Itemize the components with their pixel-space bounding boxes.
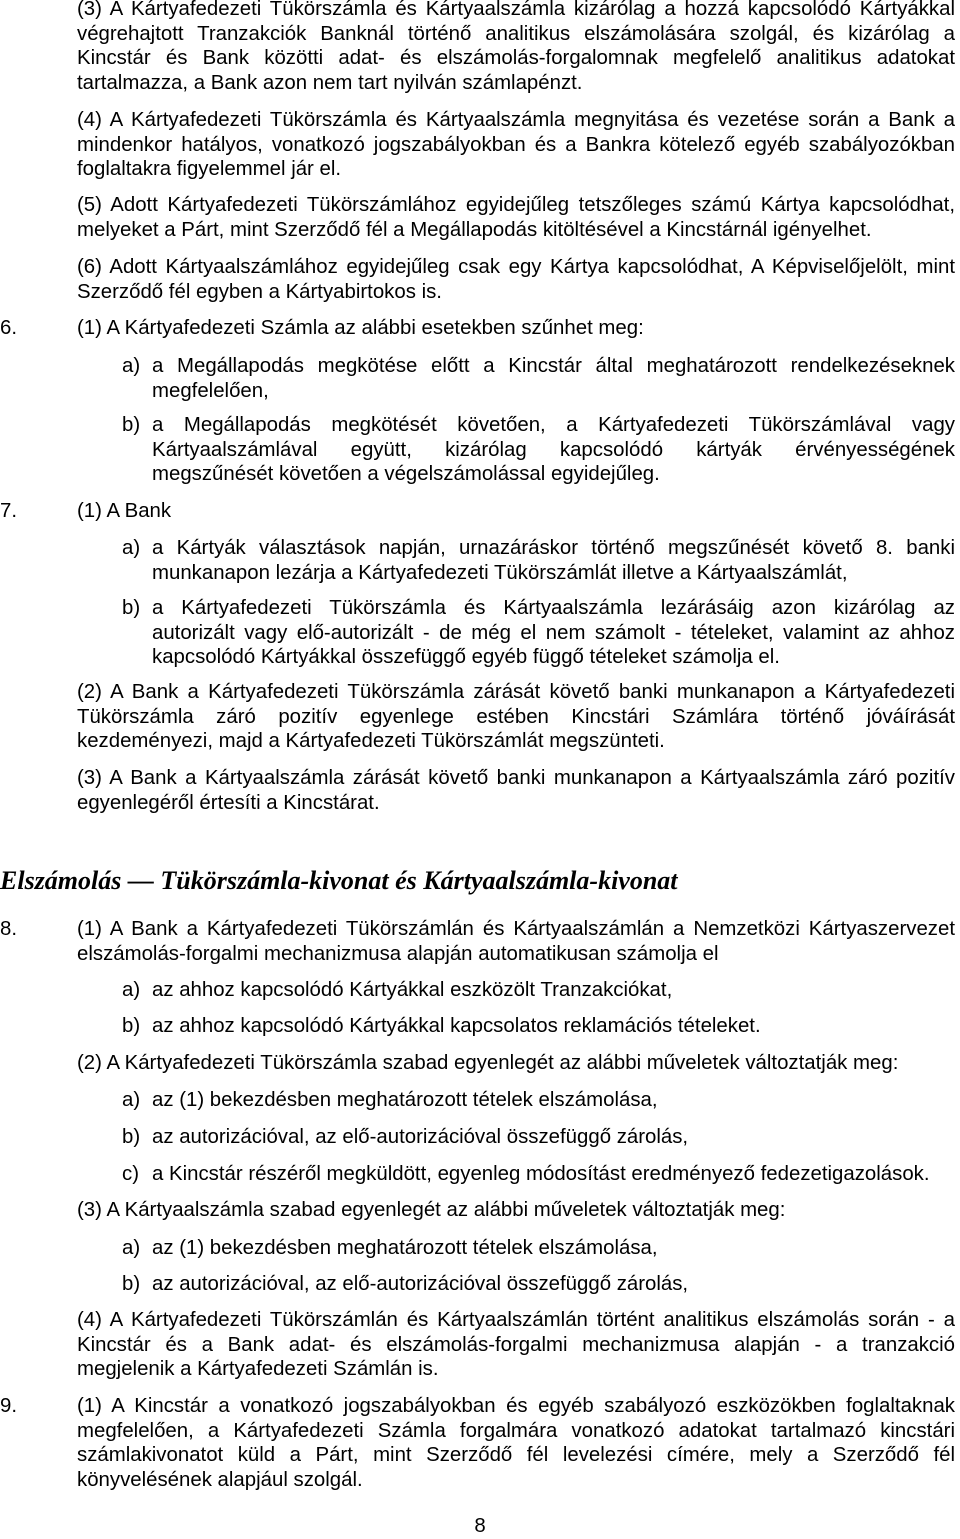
paragraph-6 xyxy=(77,255,955,304)
text-line: kezdeményezi, majd a Kártyafedezeti Tükörszámlát megszünteti. xyxy=(77,730,665,752)
text-line: az ahhoz kapcsolódó Kártyákkal eszközölt Tranzakciókat, xyxy=(152,979,673,1001)
text-line: Szerződő fél egyben a Kártyabirtokos is. xyxy=(77,280,442,303)
list-item-label: b) xyxy=(122,1273,141,1295)
section-heading: Elszámolás — Tükörszámla-kivonat és Kártyaalszámla-kivonat xyxy=(0,866,678,895)
list-item xyxy=(152,978,955,1003)
text-line: könyvelésének alapjául szolgál. xyxy=(77,1468,363,1491)
section-number: 7. xyxy=(0,500,18,522)
text-line: (3) A Kártyafedezeti Tükörszámla és Kártyaalszámla kizárólag a hozzá kapcsolódó Kártyákkal xyxy=(77,0,955,20)
text-line: (3) A Kártyaalszámla szabad egyenlegét az alábbi műveletek változtatják meg: xyxy=(77,1199,786,1221)
text-line: (1) A Kártyafedezeti Számla az alábbi esetekben szűnhet meg: xyxy=(77,317,644,339)
section-7-paragraph-2 xyxy=(77,680,955,754)
text-line: megfelelően, a Kártyafedezeti Számla forgalmára vonatkozó adatokat tartalmazó kincstári xyxy=(77,1419,955,1442)
section-number: 8. xyxy=(0,918,18,940)
text-line: (1) A Kincstár a vonatkozó jogszabályokban és egyéb szabályozó eszközökben foglaltaknak xyxy=(77,1395,955,1417)
text-line: autorizált vagy elő-autorizált - de még el nem számolt - tételeket, valamint az ahhoz xyxy=(152,621,955,644)
list-item-label: a) xyxy=(122,1237,141,1259)
text-line: munkanapon lezárja a Kártyafedezeti Tükörszámlát illetve a Kártyaalszámlát, xyxy=(152,561,848,584)
section-7-paragraph-1 xyxy=(77,499,955,524)
list-item xyxy=(152,536,955,585)
list-item-label: b) xyxy=(122,1126,141,1148)
section-number: 6. xyxy=(0,317,18,339)
list-item-label: b) xyxy=(122,597,141,619)
text-line: kapcsolódó Kártyákkal összefüggő egyéb függő tételeket számolja el. xyxy=(152,646,780,668)
text-line: Tükörszámla záró pozitív egyenlege estében Kincstári Számlára történő jóváírását xyxy=(77,705,955,728)
text-line: (1) A Bank a Kártyafedezeti Tükörszámlán és Kártyaalszámlán a Nemzetközi Kártyaszervezet xyxy=(77,918,955,940)
text-line: (2) A Kártyafedezeti Tükörszámla szabad egyenlegét az alábbi műveletek változtatják meg: xyxy=(77,1052,899,1074)
text-line: melyeket a Párt, mint Szerződő fél a Megállapodás kitöltésével a Kincstárnál igényelhet. xyxy=(77,218,872,241)
list-item-label: a) xyxy=(122,979,141,1001)
paragraph-3 xyxy=(77,0,955,95)
section-6-paragraph-1 xyxy=(77,316,955,341)
list-item-label: c) xyxy=(122,1163,139,1185)
text-line: a Kártyák választások napján, urnazáráskor történő megszűnését követő 8. banki xyxy=(152,537,955,559)
text-line: a Kincstár részéről megküldött, egyenleg módosítást eredményező fedezetigazolások. xyxy=(152,1163,930,1185)
text-line: mindenkor hatályos, vonatkozó jogszabályokban és a Bankra kötelező egyéb szabályozókban xyxy=(77,133,955,156)
section-8-paragraph-3 xyxy=(77,1198,955,1223)
section-8-paragraph-1 xyxy=(77,917,955,966)
list-item xyxy=(152,1014,955,1039)
list-item xyxy=(152,413,955,487)
list-item xyxy=(152,1272,955,1297)
text-line: Kincstár és Bank közötti adat- és elszámolás-forgalomnak megfelelő analitikus adatokat xyxy=(77,47,955,69)
text-line: (4) A Kártyafedezeti Tükörszámla és Kártyaalszámla megnyitása és vezetése során a Bank a xyxy=(77,109,955,131)
text-line: (2) A Bank a Kártyafedezeti Tükörszámla zárását követő banki munkanapon a Kártyafedezeti xyxy=(77,681,955,703)
text-line: végrehajtott Tranzakciók Banknál történő analitikus elszámolására szolgál, és kizárólag a xyxy=(77,22,955,45)
section-number: 9. xyxy=(0,1395,18,1417)
text-line: a Megállapodás megkötését követően, a Kártyafedezeti Tükörszámlával vagy xyxy=(152,414,955,436)
page-number: 8 xyxy=(474,1515,486,1537)
list-item xyxy=(152,1236,955,1261)
text-line: foglaltakra figyelemmel jár el. xyxy=(77,158,342,180)
text-line: (1) A Bank xyxy=(77,500,172,522)
section-8-paragraph-4 xyxy=(77,1308,955,1382)
text-line: tartalmazza, a Bank azon nem tart nyilván számlapénzt. xyxy=(77,71,583,94)
text-line: Kincstár és a Bank adat- és elszámolás-forgalmi mechanizmusa alapján - a tranzakció xyxy=(77,1333,955,1356)
text-line: számlakivonatot küld a Párt, mint Szerződő fél levelezési címére, mely a Szerződő fél xyxy=(77,1444,955,1466)
text-line: az (1) bekezdésben meghatározott tételek elszámolása, xyxy=(152,1237,658,1259)
paragraph-4 xyxy=(77,108,955,182)
text-line: (6) Adott Kártyaalszámlához egyidejűleg csak egy Kártya kapcsolódhat, A Képviselőjelölt, mint xyxy=(77,256,955,278)
section-7-paragraph-3 xyxy=(77,766,955,815)
list-item xyxy=(152,1088,955,1113)
text-line: megjelenik a Kártyafedezeti Számlán is. xyxy=(77,1358,439,1380)
list-item-label: a) xyxy=(122,355,141,377)
list-item-label: a) xyxy=(122,537,141,559)
text-line: (3) A Bank a Kártyaalszámla zárását követő banki munkanapon a Kártyaalszámla záró pozitív xyxy=(77,767,955,789)
list-item-label: b) xyxy=(122,414,141,436)
text-line: az (1) bekezdésben meghatározott tételek elszámolása, xyxy=(152,1089,658,1111)
text-line: az autorizációval, az elő-autorizációval összefüggő zárolás, xyxy=(152,1126,689,1148)
list-item xyxy=(152,354,955,403)
text-line: egyenlegéről értesíti a Kincstárat. xyxy=(77,791,380,814)
text-line: megszűnését követően a végelszámolással egyidejűleg. xyxy=(152,463,660,485)
paragraph-5 xyxy=(77,193,955,242)
text-line: a Kártyafedezeti Tükörszámla és Kártyaalszámla lezárásáig azon kizárólag az xyxy=(152,597,955,619)
text-line: elszámolás-forgalmi mechanizmusa alapján automatikusan számolja el xyxy=(77,942,719,965)
text-line: Kártyaalszámlával együtt, kizárólag kapcsolódó kártyák érvényességének xyxy=(152,438,955,461)
text-line: (5) Adott Kártyafedezeti Tükörszámlához egyidejűleg tetszőleges számú Kártya kapcsolódhat, xyxy=(77,194,955,216)
section-9-paragraph-1 xyxy=(77,1394,955,1492)
text-line: megfelelően, xyxy=(152,379,269,402)
list-item-label: a) xyxy=(122,1089,141,1111)
text-line: (4) A Kártyafedezeti Tükörszámlán és Kártyaalszámlán történt analitikus elszámolás során - a xyxy=(77,1309,955,1331)
list-item-label: b) xyxy=(122,1015,141,1037)
list-item xyxy=(152,1125,955,1150)
text-line: a Megállapodás megkötése előtt a Kincstár által meghatározott rendelkezéseknek xyxy=(152,355,955,377)
text-line: az ahhoz kapcsolódó Kártyákkal kapcsolatos reklamációs tételeket. xyxy=(152,1015,761,1037)
list-item xyxy=(152,596,955,670)
text-line: az autorizációval, az elő-autorizációval összefüggő zárolás, xyxy=(152,1273,689,1295)
list-item xyxy=(152,1162,955,1187)
section-8-paragraph-2 xyxy=(77,1051,955,1076)
